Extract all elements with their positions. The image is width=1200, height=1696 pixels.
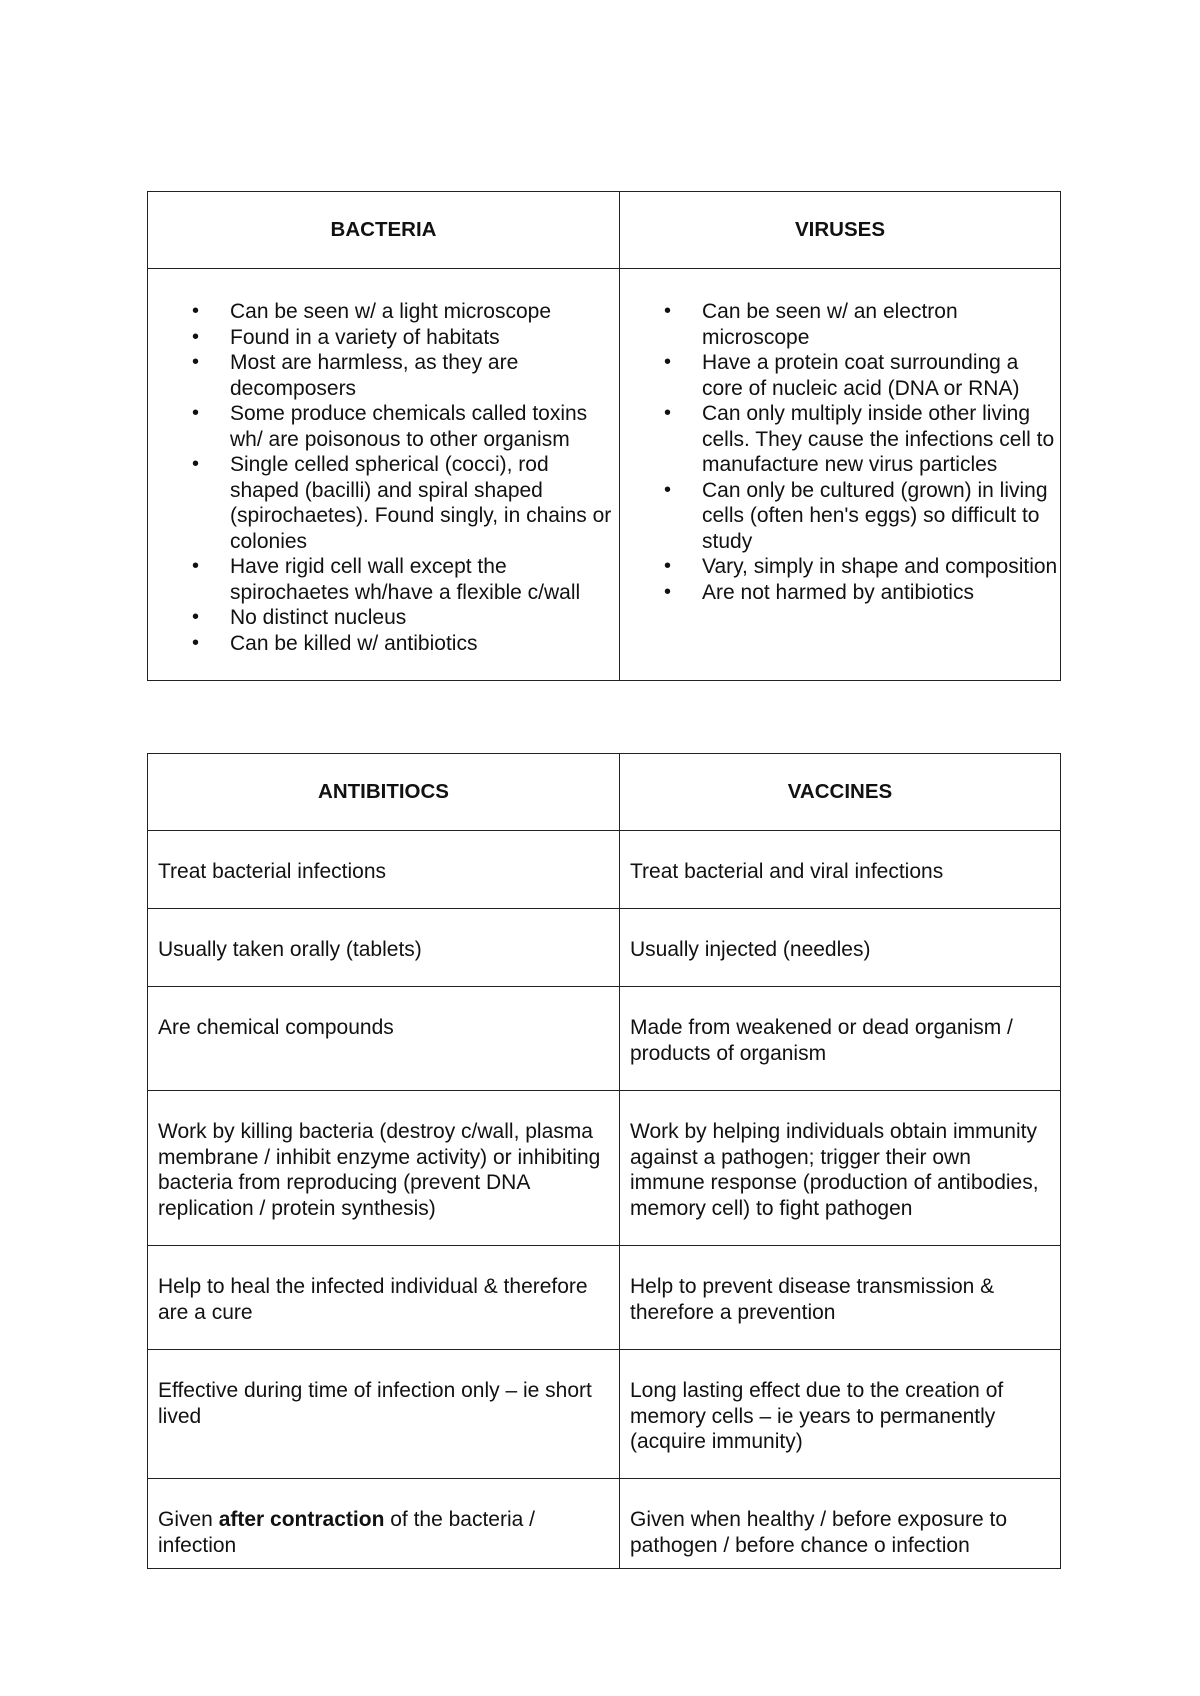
- vaccines-cell: Given when healthy / before exposure to pathogen / before chance o infection: [620, 1479, 1061, 1569]
- vaccines-cell: Usually injected (needles): [620, 909, 1061, 987]
- bacteria-header: BACTERIA: [148, 192, 620, 269]
- table-header-row: [148, 192, 1061, 269]
- viruses-header: VIRUSES: [620, 192, 1061, 269]
- antibiotics-text: Given: [158, 1508, 219, 1531]
- vaccines-cell: Long lasting effect due to the creation of memory cells – ie years to permanently (acquire immunity): [620, 1350, 1061, 1479]
- viruses-list: [620, 299, 1060, 605]
- antibiotics-cell: Effective during time of infection only – ie short lived: [148, 1350, 620, 1479]
- antibiotics-cell: Are chemical compounds: [148, 987, 620, 1091]
- antibiotics-text: of the bacteria / infection: [158, 1508, 535, 1557]
- vaccines-cell: Work by helping individuals obtain immunity against a pathogen; trigger their own immune response (production of antibodies, memory cell) to fight pathogen: [620, 1091, 1061, 1246]
- list-item: • Some produce chemicals called toxins wh/ are poisonous to other organism: [148, 401, 619, 452]
- list-item: • Most are harmless, as they are decomposers: [148, 350, 619, 401]
- list-item: • Can be seen w/ a light microscope: [148, 299, 619, 325]
- table-header-row: [148, 754, 1061, 831]
- table-row: [148, 1246, 1061, 1350]
- antibiotics-cell: Work by killing bacteria (destroy c/wall, plasma membrane / inhibit enzyme activity) or inhibiting bacteria from reproducing (prevent DNA replication / protein synthesis): [148, 1091, 620, 1246]
- viruses-cell: [620, 269, 1061, 681]
- antibiotics-cell: [148, 1479, 620, 1569]
- antibiotics-vaccines-table: [147, 753, 1061, 1569]
- antibiotics-cell: Usually taken orally (tablets): [148, 909, 620, 987]
- table-row: [148, 1091, 1061, 1246]
- antibiotics-cell: Help to heal the infected individual & therefore are a cure: [148, 1246, 620, 1350]
- bacteria-cell: [148, 269, 620, 681]
- list-item: • Have a protein coat surrounding a core of nucleic acid (DNA or RNA): [620, 350, 1060, 401]
- table-row: [148, 987, 1061, 1091]
- vaccines-header: VACCINES: [620, 754, 1061, 831]
- list-item: • Found in a variety of habitats: [148, 325, 619, 351]
- list-item: • Single celled spherical (cocci), rod shaped (bacilli) and spiral shaped (spirochaetes). Found singly, in chains or colonies: [148, 452, 619, 554]
- list-item: • Can only be cultured (grown) in living cells (often hen's eggs) so difficult to study: [620, 478, 1060, 555]
- table-row: [148, 831, 1061, 909]
- table-row: [148, 1479, 1061, 1569]
- table-row: [148, 909, 1061, 987]
- bacteria-list: [148, 299, 619, 656]
- list-item: • No distinct nucleus: [148, 605, 619, 631]
- list-item: • Are not harmed by antibiotics: [620, 580, 1060, 606]
- table-row: [148, 1350, 1061, 1479]
- bacteria-virus-table: [147, 191, 1061, 681]
- list-item: • Vary, simply in shape and composition: [620, 554, 1060, 580]
- list-item: • Can only multiply inside other living cells. They cause the infections cell to manufacture new virus particles: [620, 401, 1060, 478]
- vaccines-cell: Treat bacterial and viral infections: [620, 831, 1061, 909]
- vaccines-cell: Help to prevent disease transmission & therefore a prevention: [620, 1246, 1061, 1350]
- list-item: • Can be seen w/ an electron microscope: [620, 299, 1060, 350]
- vaccines-cell: Made from weakened or dead organism / products of organism: [620, 987, 1061, 1091]
- antibiotics-emphasis: after contraction: [218, 1508, 385, 1531]
- table-row: [148, 269, 1061, 681]
- list-item: • Have rigid cell wall except the spirochaetes wh/have a flexible c/wall: [148, 554, 619, 605]
- antibiotics-cell: Treat bacterial infections: [148, 831, 620, 909]
- antibiotics-header: ANTIBITIOCS: [148, 754, 620, 831]
- list-item: • Can be killed w/ antibiotics: [148, 631, 619, 657]
